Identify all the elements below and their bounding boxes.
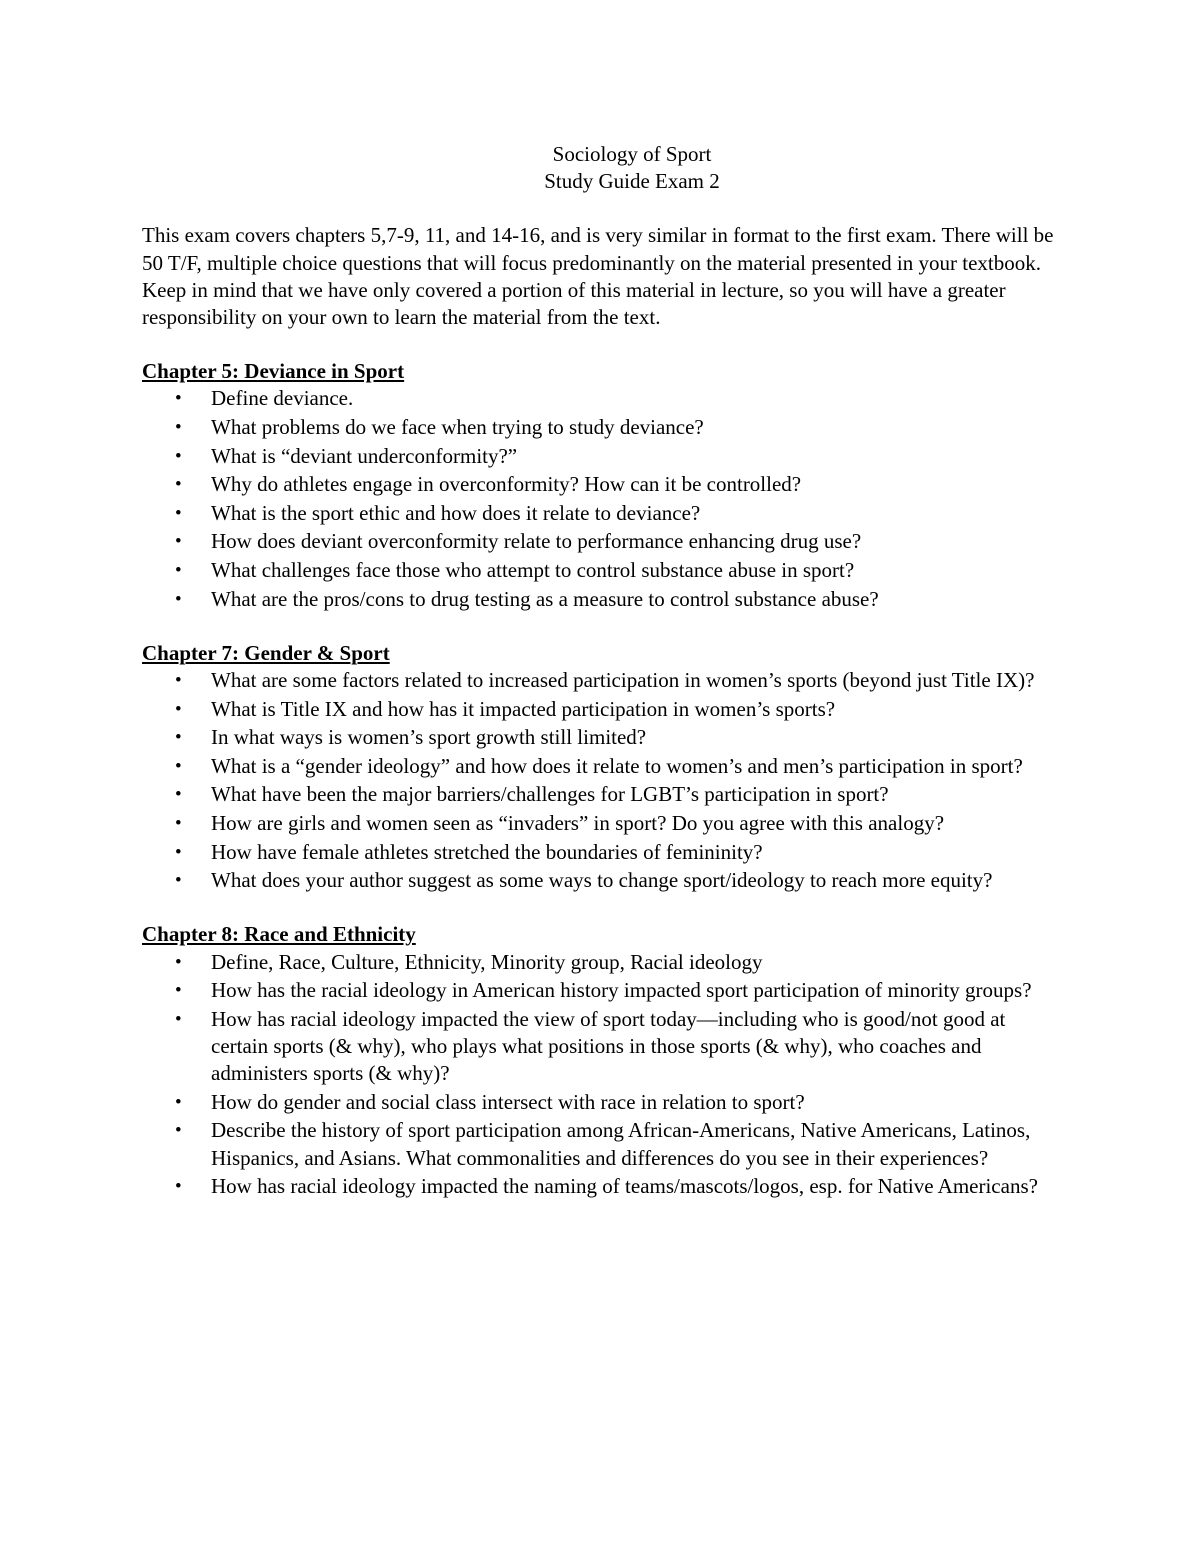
question-text: How are girls and women seen as “invaders” in sport? Do you agree with this analogy? (211, 810, 945, 835)
bullet-icon: • (175, 870, 182, 892)
bullet-icon: • (175, 698, 182, 720)
bullet-icon: • (175, 1120, 182, 1142)
question-text: Describe the history of sport participation among African-Americans, Native Americans, Latinos, Hispanics, and Asians. What commonalities and differences do you see in their experiences? (211, 1118, 1031, 1170)
question-text: What are the pros/cons to drug testing as a measure to control substance abuse? (211, 586, 879, 611)
list-item (142, 867, 1062, 894)
question-text: What are some factors related to increased participation in women’s sports (beyond just Title IX)? (211, 667, 1035, 692)
list-item (142, 1089, 1062, 1116)
chapter-section-8 (142, 921, 1062, 1200)
list-item (142, 839, 1062, 866)
document-title: Sociology of Sport (552, 142, 712, 166)
question-list (142, 385, 1062, 612)
list-item (142, 781, 1062, 808)
intro-paragraph: This exam covers chapters 5,7-9, 11, and 14-16, and is very similar in format to the first exam. There will be 50 T/F, multiple choice questions that will focus predominantly on the material presented in your textbook. Keep in mind that we have only covered a portion of this material in lecture, so you will have a greater responsibility on your own to learn the material from the text. (142, 223, 1054, 330)
question-text: How has racial ideology impacted the naming of teams/mascots/logos, esp. for Native Americans? (211, 1174, 1038, 1199)
question-text: What challenges face those who attempt to control substance abuse in sport? (211, 557, 855, 582)
document-subtitle: Study Guide Exam 2 (544, 169, 720, 194)
bullet-icon: • (175, 980, 182, 1002)
document-title-block (142, 141, 1062, 195)
question-list (142, 949, 1062, 1201)
chapter-heading: Chapter 5: Deviance in Sport (142, 359, 405, 384)
list-item (142, 667, 1062, 694)
bullet-icon: • (175, 784, 182, 806)
bullet-icon: • (175, 474, 182, 496)
list-item (142, 1006, 1062, 1088)
bullet-icon: • (175, 1176, 182, 1198)
question-text: How has the racial ideology in American history impacted sport participation of minority groups? (211, 978, 1032, 1003)
question-text: What problems do we face when trying to study deviance? (211, 415, 704, 440)
question-text: Define deviance. (211, 386, 354, 411)
bullet-icon: • (175, 588, 182, 610)
list-item (142, 1173, 1062, 1200)
bullet-icon: • (175, 531, 182, 553)
chapter-section-5 (142, 358, 1062, 613)
document-page (142, 141, 1062, 1202)
question-text: How do gender and social class intersect with race in relation to sport? (211, 1089, 805, 1114)
bullet-icon: • (175, 417, 182, 439)
list-item (142, 443, 1062, 470)
list-item (142, 724, 1062, 751)
list-item (142, 528, 1062, 555)
question-text: Why do athletes engage in overconformity? How can it be controlled? (211, 472, 802, 497)
question-text: What is a “gender ideology” and how does it relate to women’s and men’s participation in sport? (211, 753, 1023, 778)
chapter-heading: Chapter 7: Gender & Sport (142, 640, 390, 665)
list-item (142, 949, 1062, 976)
bullet-icon: • (175, 388, 182, 410)
bullet-icon: • (175, 1008, 182, 1030)
bullet-icon: • (175, 841, 182, 863)
bullet-icon: • (175, 669, 182, 691)
question-text: In what ways is women’s sport growth still limited? (211, 725, 647, 750)
bullet-icon: • (175, 502, 182, 524)
question-text: How has racial ideology impacted the view of sport today—including who is good/not good at certain sports (& why), who plays what positions in those sports (& why), who coaches and administers sports (& why)? (211, 1006, 1006, 1086)
question-text: How does deviant overconformity relate to performance enhancing drug use? (211, 529, 862, 554)
question-text: What is Title IX and how has it impacted participation in women’s sports? (211, 696, 836, 721)
bullet-icon: • (175, 755, 182, 777)
question-text: Define, Race, Culture, Ethnicity, Minority group, Racial ideology (211, 949, 763, 974)
question-text: What does your author suggest as some ways to change sport/ideology to reach more equity? (211, 868, 993, 893)
list-item (142, 753, 1062, 780)
list-item (142, 557, 1062, 584)
question-text: What have been the major barriers/challenges for LGBT’s participation in sport? (211, 782, 889, 807)
bullet-icon: • (175, 445, 182, 467)
bullet-icon: • (175, 951, 182, 973)
list-item (142, 414, 1062, 441)
list-item (142, 500, 1062, 527)
question-list (142, 667, 1062, 894)
list-item (142, 810, 1062, 837)
list-item (142, 385, 1062, 412)
list-item (142, 977, 1062, 1004)
list-item (142, 696, 1062, 723)
question-text: What is “deviant underconformity?” (211, 443, 518, 468)
question-text: What is the sport ethic and how does it relate to deviance? (211, 500, 701, 525)
chapter-section-7 (142, 640, 1062, 895)
bullet-icon: • (175, 812, 182, 834)
bullet-icon: • (175, 727, 182, 749)
list-item (142, 586, 1062, 613)
question-text: How have female athletes stretched the boundaries of femininity? (211, 839, 763, 864)
chapter-heading: Chapter 8: Race and Ethnicity (142, 922, 416, 947)
bullet-icon: • (175, 1091, 182, 1113)
list-item (142, 1117, 1062, 1171)
list-item (142, 471, 1062, 498)
bullet-icon: • (175, 559, 182, 581)
